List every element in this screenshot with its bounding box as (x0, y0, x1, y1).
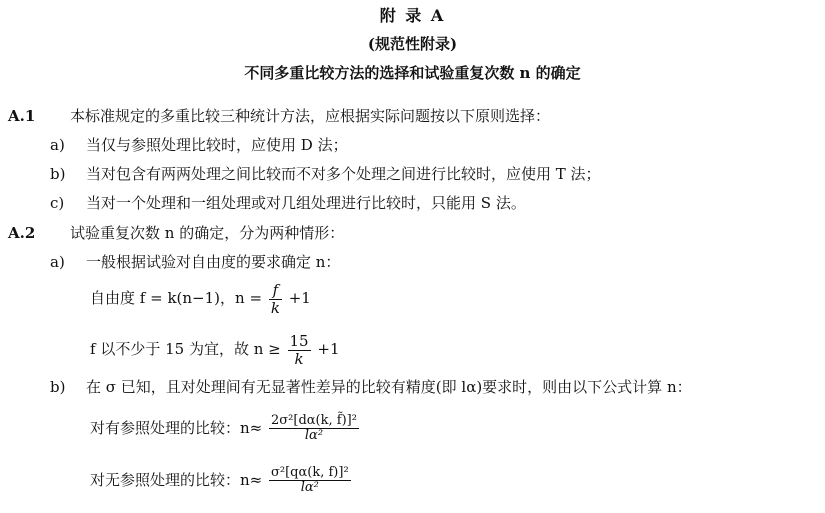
a1-text: 本标准规定的多重比较三种统计方法，应根据实际问题按以下原则选择： (70, 107, 551, 125)
appendix-note: (规范性附录) (367, 35, 458, 53)
formula-with-reference-fraction (269, 414, 359, 444)
a1-item-a-text: 当仅与参照处理比较时，应使用 D 法； (86, 136, 348, 154)
a2-text: 试验重复次数 n 的确定，分为两种情形： (70, 224, 345, 242)
formula-min-n-text: f 以不少于 15 为宜，故 n ≥ (90, 340, 281, 358)
formula-dof-denominator: k (270, 298, 280, 317)
a2-number: A.2 (8, 224, 36, 242)
a1-item-a (50, 138, 348, 153)
a2-item-a-text: 一般根据试验对自由度的要求确定 n： (86, 253, 341, 271)
a2-item-b-marker: b) (50, 378, 66, 396)
a2-paragraph (8, 226, 344, 241)
formula-min-n (90, 333, 340, 367)
a1-item-b-marker: b) (50, 165, 66, 183)
formula-dof-numerator: f (269, 282, 282, 300)
formula-min-n-numerator: 15 (289, 332, 309, 350)
formula-dof-tail: +1 (288, 289, 311, 307)
a2-item-a-marker: a) (50, 253, 65, 271)
formula-without-reference-label: 对无参照处理的比较：n≈ (90, 470, 263, 489)
formula-with-reference-numerator: 2σ²[dα(k, f̃)]² (271, 413, 357, 428)
formula-min-n-tail: +1 (317, 340, 340, 358)
a1-item-c-text: 当对一个处理和一组处理或对几组处理进行比较时，只能用 S 法。 (86, 194, 526, 212)
formula-dof-label: 自由度 (90, 289, 136, 307)
formula-dof-lhs: f = k(n−1)，n = (139, 289, 263, 307)
section-heading: 不同多重比较方法的选择和试验重复次数 n 的确定 (244, 64, 581, 82)
a1-item-c-marker: c) (50, 194, 65, 212)
a1-number: A.1 (8, 107, 36, 125)
formula-without-reference (90, 466, 353, 496)
a1-paragraph (8, 109, 550, 124)
formula-without-reference-fraction (269, 466, 351, 496)
a1-item-c (50, 196, 526, 211)
formula-min-n-denominator: k (294, 349, 304, 368)
formula-dof-fraction (269, 282, 282, 316)
a2-item-b-text: 在 σ 已知，且对处理间有无显著性差异的比较有精度(即 lα)要求时，则由以下公式计算 n： (86, 378, 692, 396)
appendix-title: 附 录 A (379, 6, 446, 25)
formula-with-reference-denominator: lα² (304, 428, 324, 444)
formula-with-reference (90, 414, 361, 444)
formula-with-reference-label: 对有参照处理的比较：n≈ (90, 418, 263, 437)
a2-item-a (50, 255, 340, 270)
a1-item-b (50, 167, 601, 182)
a1-item-a-marker: a) (50, 136, 65, 154)
a1-item-b-text: 当对包含有两两处理之间比较而不对多个处理之间进行比较时，应使用 T 法； (86, 165, 601, 183)
a2-item-b (50, 380, 692, 395)
formula-without-reference-denominator: lα² (300, 480, 319, 496)
formula-without-reference-numerator: σ²[qα(k, f)]² (271, 465, 349, 480)
formula-min-n-fraction (288, 333, 311, 367)
formula-dof (90, 282, 311, 316)
